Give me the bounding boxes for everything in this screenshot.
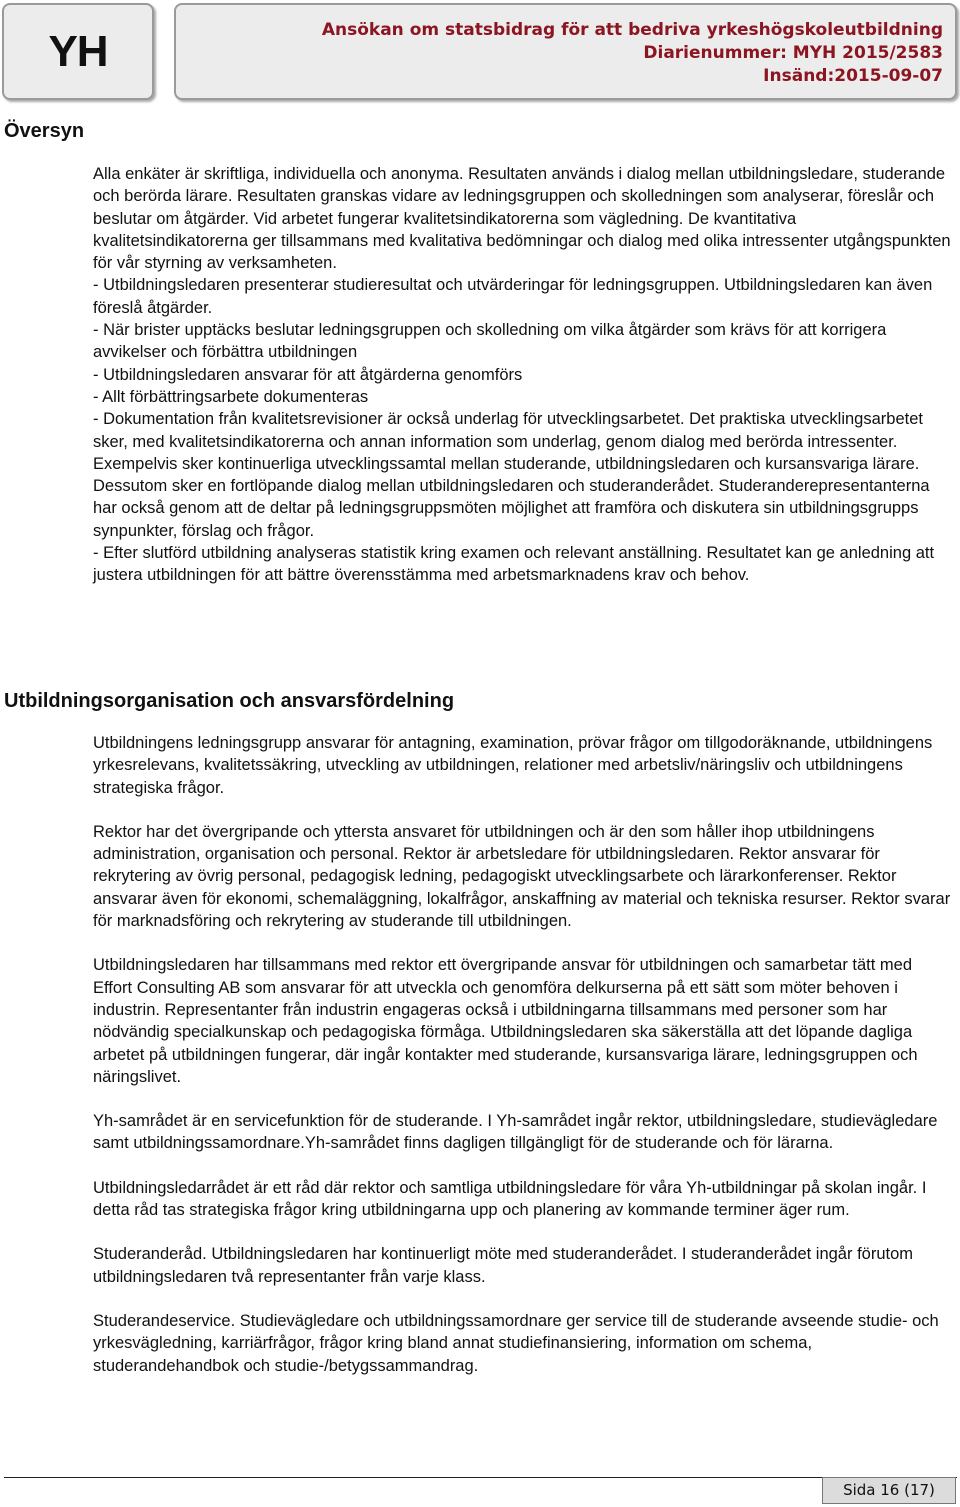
paragraph: Utbildningens ledningsgrupp ansvarar för antagning, examination, prövar frågor om tillgodoräknande, utbildningens yrkesrelevans, kvalitetssäkring, utveckling av utbildningen, relationer med arbetsliv/näringsliv och utbildningens strategiska frågor. (93, 734, 933, 797)
paragraph: - Dokumentation från kvalitetsrevisioner är också underlag för utvecklingsarbetet. Det praktiska utvecklingsarbetet sker, med kvalitetsindikatorerna och annan information som underlag, genom dialog med berörda intressenter. Exempelvis sker kontinuerliga utvecklingssamtal mellan studerande, utbildningsledaren och kursansvariga lärare. Dessutom sker en fortlöpande dialog mellan utbildningsledaren och studeranderådet. Studeranderepresentanterna har också genom att de deltar på ledningsgruppsmöten möjlighet att framföra och diskutera sin utbildningsgrupps synpunkter, förslag och frågor. (93, 410, 930, 540)
section-body-organisation (93, 732, 955, 1399)
paragraph: Rektor har det övergripande och yttersta ansvaret för utbildningen och är den som håller ihop utbildningens administration, organisation och personal. Rektor är arbetsledare för utbildningsledaren. Rektor ansvarar för rekrytering av övrig personal, pedagogisk ledning, pedagogiskt utvecklingsarbete och lärarkonferenser. Rektor ansvarar även för ekonomi, schemaläggning, lokalfrågor, anskaffning av material och tekniska resurser. Rektor svarar för marknadsföring och rekrytering av studerande till utbildningen. (93, 822, 951, 931)
footer-divider (4, 1477, 957, 1478)
page-number: Sida 16 (17) (822, 1477, 956, 1504)
header-submitted-date: Insänd:2015-09-07 (763, 66, 943, 86)
paragraph: - Utbildningsledaren presenterar studieresultat och utvärderingar för ledningsgruppen. Utbildningsledaren kan även föreslå åtgärder. (93, 276, 933, 317)
section-heading-oversyn: Översyn (4, 120, 85, 142)
document-header (174, 3, 957, 100)
paragraph: Utbildningsledarrådet är ett råd där rektor och samtliga utbildningsledare för våra Yh-utbildningar på skolan ingår. I detta råd tas strategiska frågor kring utbildningarna upp och planering av kommande terminer äger rum. (93, 1178, 927, 1220)
paragraph: - Efter slutförd utbildning analyseras statistik kring examen och relevant anställning. Resultatet kan ge anledning att justera utbildningen för att bättre överensstämma med arbetsmarknadens krav och behov. (93, 544, 935, 585)
paragraph: Yh-samrådet är en servicefunktion för de studerande. I Yh-samrådet ingår rektor, utbildningsledare, studievägledare samt utbildningssamordnare.Yh-samrådet finns dagligen tillgängligt för de studerande och för lärarna. (93, 1112, 938, 1153)
paragraph: Utbildningsledaren har tillsammans med rektor ett övergripande ansvar för utbildningen och samarbetar tätt med Effort Consulting AB som ansvarar för att utveckla och genomföra delkurserna på ett sätt som möter behoven i industrin. Representanter från industrin engageras också i utbildningarna tillsammans med personer som har nödvändig specialkunskap och pedagogiska förmåga. Utbildningsledaren ska säkerställa att det löpande dagliga arbetet på utbildningen fungerar, där ingår kontakter med studerande, kursansvariga lärare, ledningsgruppen och näringslivet. (93, 956, 918, 1086)
section-heading-organisation: Utbildningsorganisation och ansvarsfördelning (4, 690, 455, 712)
paragraph: - Utbildningsledaren ansvarar för att åtgärderna genomförs (93, 365, 523, 384)
paragraph: - Allt förbättringsarbete dokumenteras (93, 387, 369, 406)
paragraph: Alla enkäter är skriftliga, individuella och anonyma. Resultaten används i dialog mellan utbildningsledare, studerande och berörda lärare. Resultaten granskas vidare av ledningsgruppen och skolledningen som analyserar, föreslår och beslutar om åtgärder. Vid arbetet fungerar kvalitetsindikatorerna som vägledning. De kvantitativa kvalitetsindikatorerna ger tillsammans med kvalitativa bedömningar och dialog med olika intressenter utgångspunkten för vår styrning av verksamheten. (93, 165, 951, 273)
yh-logo (2, 3, 154, 100)
header-title: Ansökan om statsbidrag för att bedriva yrkeshögskoleutbildning (321, 20, 943, 40)
section-body-oversyn (93, 163, 955, 587)
paragraph: Studeranderåd. Utbildningsledaren har kontinuerligt möte med studeranderådet. I studeranderådet ingår förutom utbildningsledaren två representanter från varje klass. (93, 1245, 914, 1286)
yh-logo-text: YH (48, 26, 108, 76)
paragraph: - När brister upptäcks beslutar ledningsgruppen och skolledning om vilka åtgärder som krävs för att korrigera avvikelser och förbättra utbildningen (93, 321, 887, 362)
paragraph: Studerandeservice. Studievägledare och utbildningssamordnare ger service till de studerande avseende studie- och yrkesvägledning, karriärfrågor, frågor kring bland annat studiefinansiering, information om schema, studerandehandbok och studie-/betygssammandrag. (93, 1311, 939, 1375)
header-diary-number: Diarienummer: MYH 2015/2583 (643, 43, 943, 63)
